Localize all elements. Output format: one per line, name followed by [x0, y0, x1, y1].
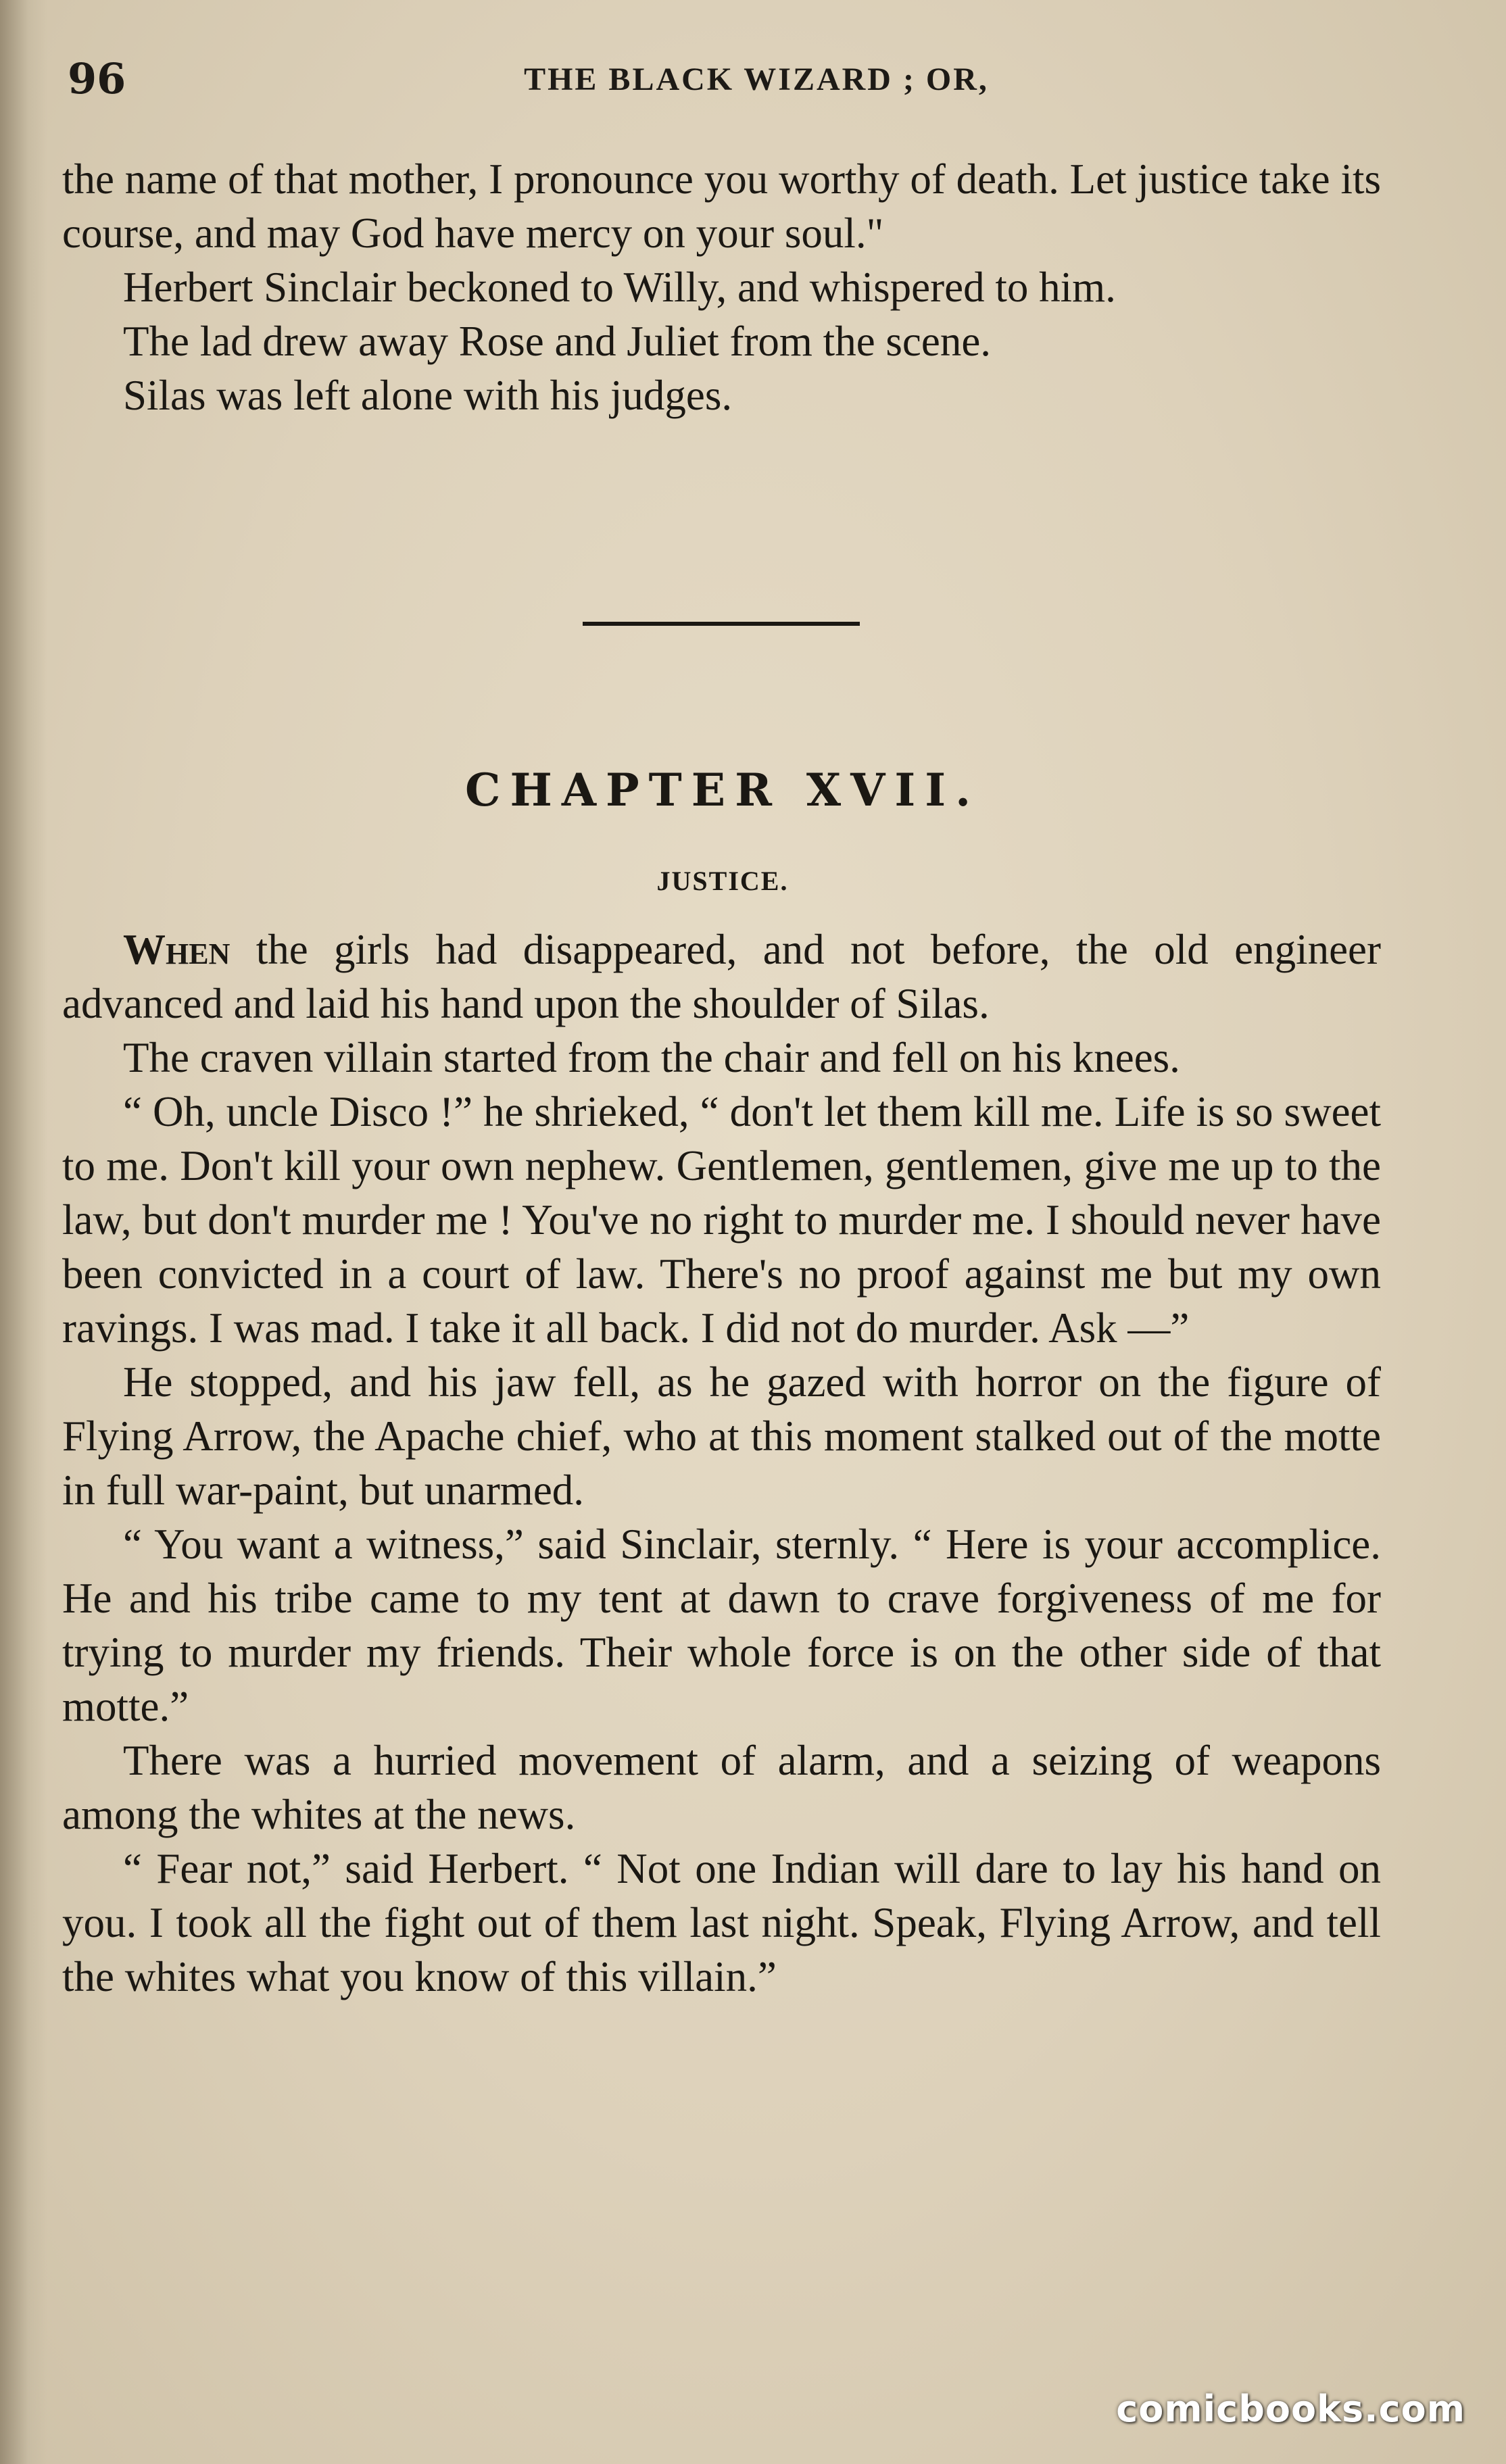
- paragraph-first-text: the girls had disappeared, and not before, the old engineer advanced and laid his hand upon the shoulder of Silas.: [62, 926, 1381, 1027]
- paragraph: “ Fear not,” said Herbert. “ Not one Indian will dare to lay his hand on you. I took all the fight out of them last night. Speak, Flying Arrow, and tell the whites what you know of this villain.”: [62, 1845, 1381, 2000]
- paragraph: He stopped, and his jaw fell, as he gazed with horror on the figure of Flying Arrow, the Apache chief, who at this moment stalked out of the motte in full war-paint, but unarmed.: [62, 1358, 1381, 1514]
- paragraph: the name of that mother, I pronounce you worthy of death. Let justice take its course, and may God have mercy on your soul.": [62, 155, 1381, 257]
- page-binding-shadow: [0, 0, 47, 2464]
- paragraph: The lad drew away Rose and Juliet from the scene.: [123, 318, 992, 365]
- running-head: THE BLACK WIZARD ; OR,: [524, 61, 989, 97]
- watermark: comicbooks.com: [1116, 2388, 1465, 2430]
- paragraph: Herbert Sinclair beckoned to Willy, and whispered to him.: [123, 264, 1116, 311]
- drop-word: When: [123, 926, 230, 973]
- paragraph: The craven villain started from the chair and fell on his knees.: [123, 1034, 1180, 1081]
- page-header: [68, 47, 1445, 115]
- paragraph: “ Oh, uncle Disco !” he shrieked, “ don't let them kill me. Life is so sweet to me. Don't kill your own nephew. Gentlemen, gentlemen, give me up to the law, but don't murder me ! You've no right to murder me. I should never have been convicted in a court of law. There's no proof against me but my own ravings. I was mad. I take it all back. I did not do murder. Ask —”: [62, 1088, 1381, 1352]
- text-block-main: [62, 922, 1381, 2004]
- paragraph-first: [62, 922, 1381, 1031]
- paragraph: Silas was left alone with his judges.: [123, 372, 733, 419]
- section-divider: [583, 622, 860, 626]
- chapter-subtitle: JUSTICE.: [656, 866, 789, 896]
- paragraph: “ You want a witness,” said Sinclair, sternly. “ Here is your accomplice. He and his tribe came to my tent at dawn to crave forgiveness of me for trying to murder my friends. Their whole force is on the other side of that motte.”: [62, 1521, 1381, 1730]
- chapter-title: CHAPTER XVII.: [464, 764, 981, 816]
- paragraph: There was a hurried movement of alarm, and a seizing of weapons among the whites at the news.: [62, 1737, 1381, 1838]
- text-block-top: [62, 152, 1381, 422]
- page-number: 96: [68, 54, 126, 103]
